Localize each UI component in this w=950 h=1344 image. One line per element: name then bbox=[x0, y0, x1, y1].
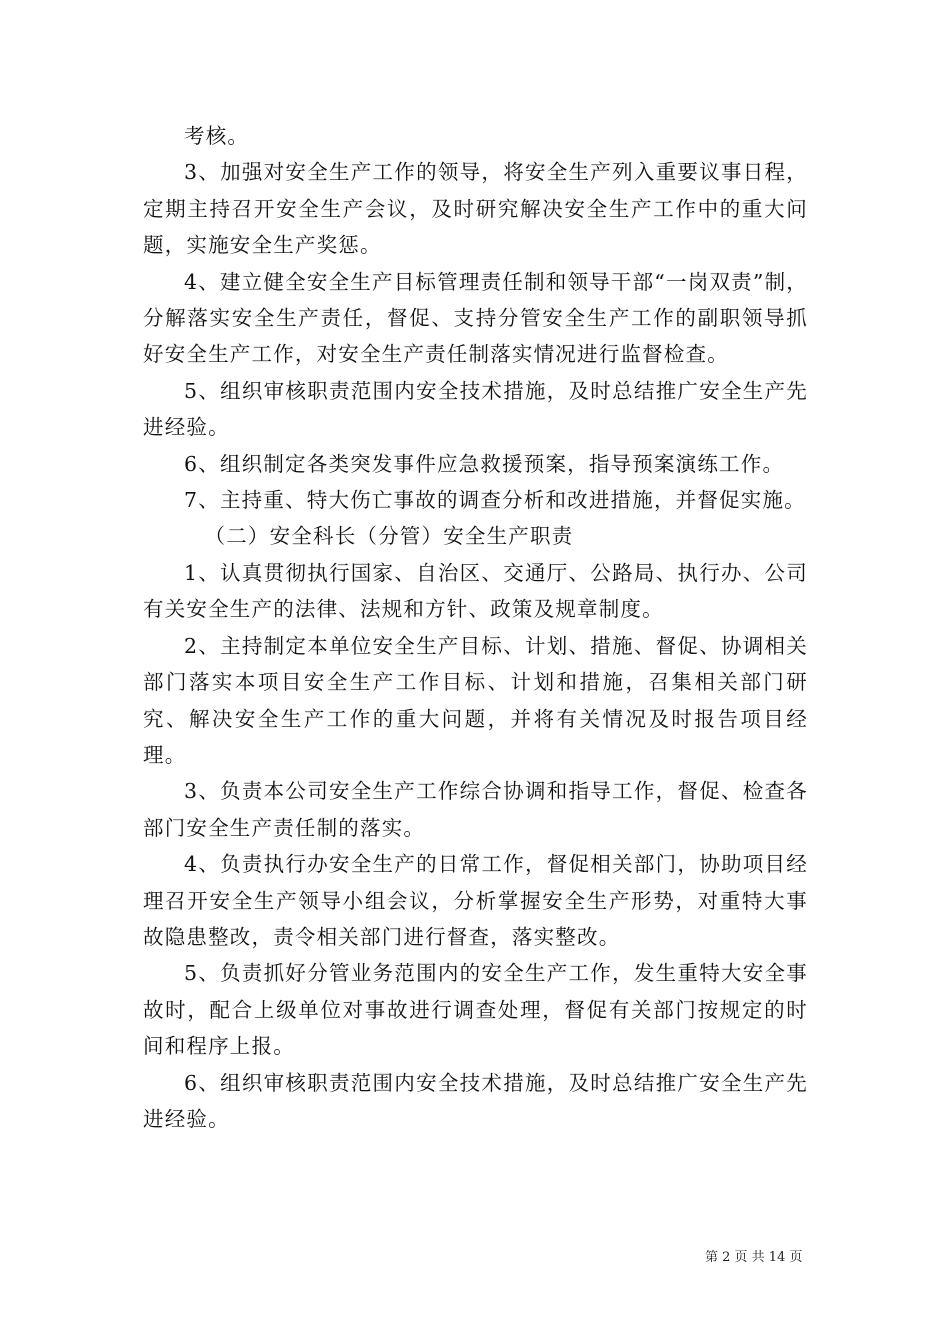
paragraph-section2-item-3: 3、负责本公司安全生产工作综合协调和指导工作，督促、检查各部门安全生产责任制的落实。 bbox=[143, 779, 808, 840]
page-number-footer: 第 2 页 共 14 页 bbox=[705, 1250, 803, 1265]
paragraph-item-5: 5、组织审核职责范围内安全技术措施，及时总结推广安全生产先进经验。 bbox=[143, 378, 808, 440]
paragraph-item-6: 6、组织制定各类突发事件应急救援预案，指导预案演练工作。 bbox=[184, 451, 785, 476]
paragraph-item-7: 7、主持重、特大伤亡事故的调查分析和改进措施，并督促实施。 bbox=[184, 488, 806, 513]
paragraph-section2-item-5: 5、负责抓好分管业务范围内的安全生产工作，发生重特大安全事故时，配合上级单位对事故进行调查处理，督促有关部门按规定的时间和程序上报。 bbox=[143, 961, 808, 1059]
section-heading: （二）安全科长（分管）安全生产职责 bbox=[204, 524, 574, 549]
paragraph-item-4: 4、建立健全安全生产目标管理责任制和领导干部“一岗双责”制，分解落实安全生产责任，督促、支持分管安全生产工作的副职领导抓好安全生产工作，对安全生产责任制落实情况进行监督检查。 bbox=[143, 269, 808, 367]
paragraph-section2-item-1: 1、认真贯彻执行国家、自治区、交通厅、公路局、执行办、公司有关安全生产的法律、法规和方针、政策及规章制度。 bbox=[143, 560, 808, 622]
paragraph-section2-item-4: 4、负责执行办安全生产的日常工作，督促相关部门，协助项目经理召开安全生产领导小组会议，分析掌握安全生产形势，对重特大事故隐患整改，责令相关部门进行督查，落实整改。 bbox=[143, 852, 808, 949]
paragraph-continuation: 考核。 bbox=[184, 124, 250, 148]
paragraph-section2-item-2: 2、主持制定本单位安全生产目标、计划、措施、督促、协调相关部门落实本项目安全生产工作目标、计划和措施，召集相关部门研究、解决安全生产工作的重大问题，并将有关情况及时报告项目经理。 bbox=[143, 633, 808, 767]
document-body bbox=[143, 118, 808, 1137]
paragraph-section2-item-6: 6、组织审核职责范围内安全技术措施，及时总结推广安全生产先进经验。 bbox=[143, 1070, 808, 1131]
paragraph-item-3: 3、加强对安全生产工作的领导，将安全生产列入重要议事日程，定期主持召开安全生产会议，及时研究解决安全生产工作中的重大问题，实施安全生产奖惩。 bbox=[143, 160, 808, 258]
